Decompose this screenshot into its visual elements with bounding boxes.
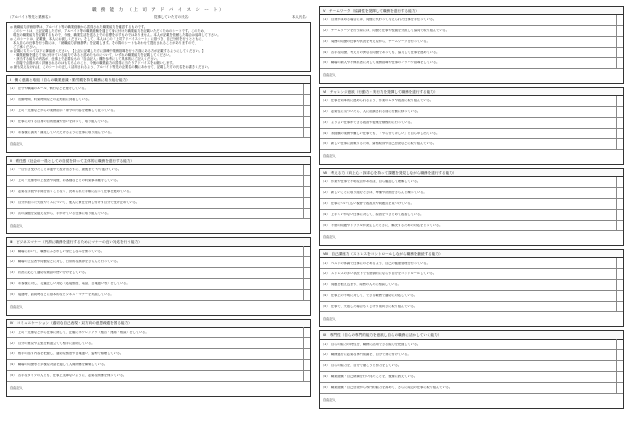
- check-box[interactable]: [616, 269, 623, 280]
- checklist-item-text: （1） 仕事を効率的に進められるよう、作業のムダや改善に取り組んでいる。: [321, 99, 433, 103]
- checklist-item-text: （5） 新しい仕事に挑戦するため、資格取得や自己啓発などに取り組んでいる。: [321, 142, 437, 146]
- checklist-item-text: （3） 周囲の同僚の仕事や状況を考えながら、チームワークを行っている。: [321, 39, 430, 43]
- check-box[interactable]: [303, 187, 310, 198]
- competency-section: [6, 319, 311, 397]
- check-box[interactable]: [616, 361, 623, 372]
- checklist-item-text: （2） 上司・先輩等の上役者や同僚、お客様などとの約束事は厳守している。: [8, 179, 120, 183]
- checklist-row: [320, 48, 623, 59]
- item-list: [7, 165, 310, 219]
- right-column: [319, 6, 624, 436]
- check-box[interactable]: [616, 96, 623, 107]
- check-box[interactable]: [303, 127, 310, 138]
- checklist-row: [320, 383, 623, 394]
- check-box[interactable]: [616, 301, 623, 312]
- checklist-row: [320, 37, 623, 48]
- checklist-item-text: （2） 新しいことに取り組むときは、準備や計画をきちんと練っている。: [321, 191, 427, 195]
- check-box[interactable]: [616, 350, 623, 361]
- check-box[interactable]: [303, 84, 310, 95]
- free-entry-field[interactable]: 自由記入: [323, 73, 336, 78]
- check-box[interactable]: [616, 36, 623, 47]
- check-box[interactable]: [616, 139, 623, 150]
- checklist-row: [320, 258, 623, 269]
- note-line: ・該当する能力の内容が、仕事上で必要なもの「自由記入」欄を参考にして具体的にご記入ください。: [10, 57, 160, 62]
- check-box[interactable]: [303, 95, 310, 106]
- checklist-row: [7, 176, 310, 187]
- competency-section: [6, 237, 311, 315]
- checklist-row: [320, 199, 623, 210]
- checklist-item-text: （1） 法令や職場のルール、慣行などを遵守している。: [8, 87, 88, 91]
- checklist-item-text: （2） チームワークを行う際には、同僚と仕事や役割を分担して協同で取り組んでいる。: [321, 28, 449, 32]
- checklist-row: [320, 350, 623, 361]
- checklist-item-text: （5） 職業経験・自己啓発から専門的能力を高めて、さらに周辺の仕事に取り組んでいる。: [321, 385, 453, 389]
- checklist-item-text: （2） 出勤時間、約束時間などの定刻前に到着している。: [8, 98, 92, 102]
- self-name-label: 本人氏名：: [292, 15, 309, 20]
- check-box[interactable]: [616, 382, 623, 393]
- check-box[interactable]: [303, 327, 310, 338]
- left-column: [6, 6, 311, 436]
- checklist-row: [7, 95, 310, 106]
- note-line: 本人自らの仕事を行う際には、「就職能力評価基準」を記載します。その際のシートもあわせて提出されることがありますので、: [10, 41, 198, 46]
- check-box[interactable]: [616, 128, 623, 139]
- checklist-row: [320, 269, 623, 280]
- left-sections: [6, 75, 311, 399]
- item-list: [320, 96, 623, 150]
- checklist-row: [320, 129, 623, 140]
- checklist-item-text: （5） 接遇時、訪問時などに基本的なビジネス・マナーを実践している。: [8, 292, 114, 296]
- checklist-item-text: （2） 職務遂行に必要な専門知識を、自分で身に付けている。: [321, 353, 411, 357]
- checklist-row: [7, 198, 310, 209]
- checklist-item-text: （1） 自らの能力の特性を、職務に活用できる能力を把握している。: [321, 342, 421, 346]
- item-list: [7, 84, 310, 138]
- checklist-row: [320, 188, 623, 199]
- competency-section: [6, 156, 311, 234]
- checklist-item-text: （5） 仕事で、失敗した場合もくじけず前向きに取り組んでいる。: [321, 304, 417, 308]
- check-box[interactable]: [303, 349, 310, 360]
- right-sections: [319, 6, 624, 412]
- item-list: [320, 340, 623, 394]
- section-heading: Ⅲ ビジネスマナー（円滑に職務を遂行するためにマナーの良い対応を行う能力）: [7, 238, 310, 246]
- check-box[interactable]: [303, 165, 310, 176]
- free-entry-field[interactable]: 自由記入: [10, 385, 23, 390]
- checklist-item-text: （5） 不意の問題やトラブルが発生したときに、解決するための対応をとっている。: [321, 223, 443, 227]
- checklist-row: [320, 177, 623, 188]
- checklist-row: [320, 210, 623, 221]
- check-box[interactable]: [303, 360, 310, 371]
- section-heading: Ⅵ チャレンジ意欲（行動力・実行力を発揮して職務を遂行する能力）: [320, 88, 623, 96]
- check-box[interactable]: [303, 278, 310, 289]
- check-box[interactable]: [303, 105, 310, 116]
- checklist-row: [320, 58, 623, 69]
- section-heading: Ⅰ 働く意識と取組（自らの職業意識・勤労観を持ち職務に取り組む能力）: [7, 76, 310, 84]
- checklist-item-text: （4） 苦手な同僚、考え方の異なる同僚であっても、協力して仕事を進めている。: [321, 50, 440, 54]
- free-entry-field[interactable]: 自由記入: [10, 142, 23, 147]
- check-box[interactable]: [616, 25, 623, 36]
- check-box[interactable]: [616, 371, 623, 382]
- checklist-row: [7, 128, 310, 139]
- note-line: ◎ このシートは、記載後、本人にお渡しください。そして、本人はこの「上司アドバイスシート」に基づき、自己分析を行うとともに、: [10, 37, 205, 42]
- check-box[interactable]: [616, 280, 623, 291]
- checklist-item-text: （2） 自分の意見や主張を筋道立てて相手に説明している。: [8, 341, 95, 345]
- free-entry-field[interactable]: 自由記入: [323, 235, 336, 240]
- checklist-item-text: （1） 職場において、職務にふさわしい身だしなみを保っている。: [8, 249, 104, 253]
- checklist-row: [7, 84, 310, 95]
- checklist-item-text: （5） お客様に誠実・満足していただけるように仕事に取り組んでいる。: [8, 130, 114, 134]
- checklist-row: [320, 107, 623, 118]
- check-box[interactable]: [303, 289, 310, 300]
- check-box[interactable]: [303, 176, 310, 187]
- checklist-item-text: （2） 必要性に気づいたら、人に指摘される前に行動に移っている。: [321, 110, 421, 114]
- check-box[interactable]: [616, 339, 623, 350]
- check-box[interactable]: [303, 257, 310, 268]
- competency-section: [319, 168, 624, 246]
- checklist-item-text: （3） 問題を抱え込まず、周囲の人々に相談している。: [321, 283, 401, 287]
- note-line: ◎ 記載にちたって以下に御留意ください。【上記に記載した方に訓練中業務指導を行う方面にある方が記載するようにしてください。】: [10, 49, 206, 54]
- instruction-notes: [6, 22, 311, 72]
- checklist-row: [320, 15, 623, 26]
- checklist-row: [320, 340, 623, 351]
- checklist-item-text: （1） 上司・先輩などから仕事に関して、正確にホウレンソウ（報告・連絡・相談）をしている。: [8, 330, 149, 334]
- checklist-item-text: （4） 自分が担った失敗やミスについて、他人に責任を押し付けず自分で受け止めている。: [8, 200, 139, 204]
- section-heading: Ⅷ 自己講座力（ストレスをコントロールしながら職務を継続する能力）: [320, 250, 623, 258]
- item-list: [320, 258, 623, 312]
- checklist-item-text: （4） 仕事上の不明に対して、できる範囲で適切に対応している。: [321, 293, 417, 297]
- checklist-item-text: （2） ストレスの多い状況下でも感情的にならず自分をコントロールしている。: [321, 272, 437, 276]
- checklist-row: [7, 338, 310, 349]
- check-box[interactable]: [616, 47, 623, 58]
- competency-section: [6, 75, 311, 153]
- item-list: [7, 247, 310, 301]
- section-heading: Ⅶ 考える力（向上心・探求心を持って課題を発見しながら職務を遂行する能力）: [320, 169, 623, 177]
- check-box[interactable]: [616, 258, 623, 269]
- checklist-row: [7, 290, 310, 301]
- item-list: [320, 15, 623, 69]
- checklist-row: [320, 372, 623, 383]
- note-line: ◎ 最も見えなければ、このシートの正しく活用されるよう、アルバイト等先の企業名の欄にあわせて、記載した方の氏名をお書きください。: [10, 65, 211, 70]
- checklist-row: [7, 106, 310, 117]
- checklist-item-text: （2） 職場の上位者や同僚などに対し、日常的な挨拶をきちんと行っている。: [8, 260, 120, 264]
- check-box[interactable]: [616, 198, 623, 209]
- checklist-item-text: （4） お客様に対し、礼儀正しい対応（応接態度、電話、言葉遣い等）をしている。: [8, 281, 130, 285]
- section-heading: Ⅸ 専門性（自らの専門的能力を意欲し自らの職務に活かしていく能力）: [320, 331, 623, 339]
- check-box[interactable]: [303, 208, 310, 219]
- check-box[interactable]: [616, 209, 623, 220]
- item-list: [320, 177, 623, 231]
- checklist-row: [320, 361, 623, 372]
- checklist-row: [320, 139, 623, 150]
- checklist-row: [7, 279, 310, 290]
- checklist-item-text: （4） 職業経験・自己研鑽を行い得たことを、後輩に教えている。: [321, 375, 418, 379]
- checklist-item-text: （3） 相手の話す内容を把握し、適切な態度や言葉遣い、姿勢で傾聴している。: [8, 352, 124, 356]
- checklist-item-text: （5） 次の課題を見据えながら、手がけている仕事に取り組んでいる。: [8, 211, 111, 215]
- item-list: [7, 328, 310, 382]
- checklist-item-text: （1） 作業や仕事で不明な点があれば、自ら確認して理解している。: [321, 180, 421, 184]
- check-box[interactable]: [616, 177, 623, 188]
- check-box[interactable]: [616, 188, 623, 199]
- checklist-row: [320, 96, 623, 107]
- free-entry-field[interactable]: 自由記入: [323, 154, 336, 159]
- superior-label: 従事していた方の氏名：: [154, 15, 192, 20]
- checklist-item-text: （5） 苦手なタイプの人とも、仕事上支障ないように、必要な関係を保っている。: [8, 373, 127, 377]
- competency-section: [319, 249, 624, 327]
- checklist-item-text: （1） ベストの体調で仕事にのぞめるよう、自己の健康管理を行っている。: [321, 261, 430, 265]
- checklist-item-text: （3） 自らの能力を、自分で磨こうと努力をしている。: [321, 364, 402, 368]
- check-box[interactable]: [303, 338, 310, 349]
- check-box[interactable]: [303, 370, 310, 381]
- note-line: ◎ 就職能力評価基準は、アルバイト等の職業経験から習得された職業能力を確認するものです。: [10, 25, 148, 30]
- checklist-item-text: （4） 仕事に対する自身の目的意識や思いを持って、取り組んでいる。: [8, 119, 111, 123]
- check-box[interactable]: [303, 197, 310, 208]
- note-line: 現在の職業能力を記載するもので、今後、職業生活を送る上での目標を示すものではありません。本人が記載を依頼した場合は返却して下さい。: [10, 33, 221, 38]
- checklist-row: [7, 187, 310, 198]
- note-line: ・職業経験を通じて身に付けている能力であると認めたものについて、いずれの職業能力を記載してください。: [10, 53, 173, 58]
- check-box[interactable]: [616, 117, 623, 128]
- checklist-row: [7, 117, 310, 128]
- check-box[interactable]: [303, 116, 310, 127]
- checklist-item-text: （4） 職場の同僚等と多様な対話を通して人間関係を構築している。: [8, 363, 108, 367]
- check-box[interactable]: [303, 246, 310, 257]
- checklist-item-text: （5） 職場の新人や不慣れ者に対して業務指導や仕事のノウハウ指導をしている。: [321, 61, 440, 65]
- checklist-item-text: （1） 自身が求める場合には、同僚に代わって与えられた仕事を手伝っている。: [321, 18, 437, 22]
- checklist-row: [7, 209, 310, 220]
- checklist-item-text: （3） 必要な手続や手間を省くことなく、決められた手順に沿って仕事を進めている。: [8, 190, 133, 194]
- check-box[interactable]: [303, 268, 310, 279]
- competency-section: [319, 87, 624, 165]
- section-heading: Ⅳ コミュニケーション（適切な自己表現・双方向の意思疎通を図る能力）: [7, 320, 310, 328]
- checklist-row: [320, 26, 623, 37]
- free-entry-field[interactable]: 自由記入: [323, 316, 336, 321]
- checklist-row: [7, 328, 310, 339]
- checklist-row: [7, 257, 310, 268]
- competency-section: [319, 6, 624, 84]
- checklist-item-text: （3） 上司・先輩などからの業務指示・命令の内容を理解して従っている。: [8, 108, 117, 112]
- checklist-item-text: （1） 一旦引き受けたことは途中で投げ出さずに、最後まで やり遂げている。: [8, 168, 122, 172]
- free-entry-field[interactable]: 自由記入: [323, 397, 336, 402]
- note-line: ・面接で点数が高く評価されるのはもちろんのこと、今後の職業能力の習得に当たりアドバイスをお願いします。: [10, 61, 176, 66]
- checklist-row: [7, 349, 310, 360]
- checklist-row: [7, 360, 310, 371]
- checklist-row: [7, 165, 310, 176]
- checklist-item-text: （3） よりよい仕事ができる改善や提案を積極的に行っている。: [321, 120, 414, 124]
- checklist-row: [320, 118, 623, 129]
- free-entry-field[interactable]: 自由記入: [10, 304, 23, 309]
- note-line: このシートは、上記記載した方が、アルバイト等の職業経験を通じて身に付けた職業能力を記載いただくためのシートです。このため、: [10, 29, 207, 34]
- check-box[interactable]: [616, 220, 623, 231]
- check-box[interactable]: [616, 58, 623, 69]
- checklist-row: [320, 291, 623, 302]
- checklist-item-text: （3） 仕事について広い視野で改善点や問題点を見つけている。: [321, 202, 414, 205]
- checklist-row: [7, 268, 310, 279]
- note-line: ご了承ください。: [10, 45, 39, 50]
- checklist-row: [320, 302, 623, 313]
- check-box[interactable]: [616, 15, 623, 26]
- checklist-item-text: （4） 上手くいかない仕事に対して、原因をつきとめて改善している。: [321, 212, 424, 216]
- section-heading: Ⅱ 責任感（社会の一員としての自覚を持って主体的に職務を遂行する能力）: [7, 157, 310, 165]
- advice-sheet-page: [6, 6, 624, 436]
- competency-section: [319, 330, 624, 408]
- checklist-row: [7, 247, 310, 258]
- checklist-row: [7, 371, 310, 382]
- free-entry-field[interactable]: 自由記入: [10, 223, 23, 228]
- check-box[interactable]: [616, 107, 623, 118]
- checklist-row: [320, 280, 623, 291]
- part-time-label: （アルバイト等先と業務名）：: [8, 15, 54, 20]
- check-box[interactable]: [616, 290, 623, 301]
- page-title: 職 務 能 力 （上 司 ア ド バ イ ス シ ー ト）: [91, 8, 226, 13]
- section-heading: Ⅴ チームワーク（協調性を発揮して職務を遂行する能力）: [320, 7, 623, 15]
- checklist-item-text: （3） 状況に応じて適切な敬語の使い分けをしている。: [8, 271, 89, 275]
- checklist-item-text: （4） 未経験の業務や難しい仕事でも、「やらせてほしい」と自ら申し出ている。: [321, 131, 440, 135]
- checklist-row: [320, 221, 623, 232]
